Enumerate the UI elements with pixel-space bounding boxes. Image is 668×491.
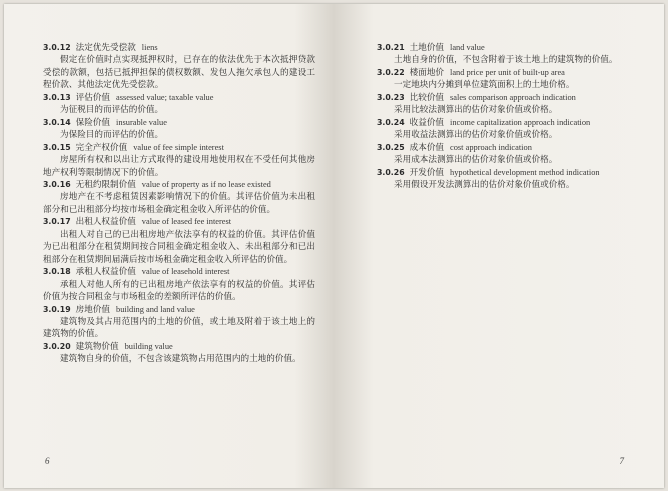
clause-number: 3.0.18 [43,267,71,277]
term-chinese: 无租约限制价值 [75,179,136,190]
term-entry [43,42,315,92]
term-definition: 一定地块内分摊到单位建筑面积上的土地价格。 [394,80,575,91]
term-heading [43,216,315,228]
term-chinese: 土地价值 [409,43,445,53]
term-definition: 房地产在不考虑租赁因素影响情况下的价值。其评估价值为未出租部分和已出租部分均按市场租金确定租金收入所评估的价值。 [43,192,315,215]
term-english: hypothetical development method indication [450,167,600,177]
term-english: sales comparison approach indication [450,92,576,102]
term-entry [43,266,315,303]
term-heading [43,92,315,104]
term-definition: 采用成本法测算出的估价对象价值或价格。 [394,155,558,166]
term-english: value of leased fee interest [141,217,232,227]
term-english: value of property as if no lease existed [141,179,271,189]
term-chinese: 楼面地价 [409,67,445,78]
term-heading [43,42,315,54]
term-english: value of leasehold interest [141,267,230,277]
term-entry [43,92,315,117]
term-english: building value [124,341,173,351]
term-definition: 出租人对自己的已出租房地产依法享有的权益的价值。其评估价值为已出租部分在租赁期间按合同租金确定租金收入、未出租部分和已出租部分在租赁期间届满后按市场租金确定租金收入所评估的价值。 [43,229,315,265]
term-english: land price per unit of built-up area [450,67,565,77]
term-heading [377,167,649,179]
term-chinese: 承租人权益价值 [75,267,136,278]
term-heading [43,304,315,316]
term-entry [43,216,315,266]
term-entry [43,142,315,179]
term-definition: 土地自身的价值，不包含附着于该土地上的建筑物的价值。 [394,55,618,66]
page-number: 7 [619,456,624,466]
term-heading [377,42,649,54]
term-chinese: 完全产权价值 [75,142,128,153]
term-chinese: 评估价值 [75,92,111,103]
page-number: 6 [45,456,50,466]
term-heading [43,142,315,154]
term-english: building and land value [116,304,195,314]
term-entry [377,92,649,117]
term-chinese: 房地价值 [75,304,111,315]
term-heading [377,92,649,104]
term-entry [377,142,649,167]
term-entry [377,167,649,192]
term-definition: 承租人对他人所有的已出租房地产依法享有的权益的价值。其评估价值为按合同租金与市场租金的差额所评估的价值。 [43,279,315,303]
term-chinese: 收益价值 [409,117,445,128]
clause-number: 3.0.12 [43,43,71,52]
term-english: income capitalization approach indication [450,117,591,127]
clause-number: 3.0.20 [43,341,71,351]
clause-number: 3.0.23 [377,92,405,102]
clause-number: 3.0.25 [377,142,405,152]
term-entry [377,67,649,92]
term-entry [43,179,315,216]
right-page [334,4,664,488]
term-definition: 采用比较法测算出的估价对象价值或价格。 [394,105,558,116]
term-definition: 建筑物自身的价值，不包含该建筑物占用范围内的土地的价值。 [60,354,301,365]
term-entry [43,304,315,341]
clause-number: 3.0.15 [43,142,71,152]
term-definition: 建筑物及其占用范围内的土地的价值，或土地及附着于该土地上的建筑物的价值。 [43,316,315,340]
term-entry [43,117,315,142]
clause-number: 3.0.13 [43,92,71,102]
clause-number: 3.0.16 [43,179,71,189]
term-definition: 为征税目的而评估的价值。 [60,105,164,116]
term-english: cost approach indication [450,142,532,152]
clause-number: 3.0.24 [377,117,405,127]
term-english: insurable value [116,117,167,127]
term-english: land value [450,43,485,52]
term-english: assessed value; taxable value [116,92,214,102]
term-definition: 房屋所有权和以出让方式取得的建设用地使用权在不受任何其他房地产权利等限制情况下的价值。 [43,155,315,178]
clause-number: 3.0.17 [43,217,71,227]
clause-number: 3.0.22 [377,67,405,77]
term-chinese: 成本价值 [409,142,445,153]
term-heading [43,266,315,278]
term-heading [43,179,315,191]
term-english: value of fee simple interest [133,142,224,152]
term-definition: 为保险目的而评估的价值。 [60,130,164,141]
term-chinese: 法定优先受偿款 [75,43,136,53]
right-page-text [377,42,649,191]
term-heading [377,142,649,154]
term-english: liens [141,43,158,52]
clause-number: 3.0.26 [377,167,405,177]
term-entry [377,42,649,67]
term-definition: 采用收益法测算出的估价对象价值或价格。 [394,130,558,141]
term-heading [377,117,649,129]
term-chinese: 出租人权益价值 [75,217,136,228]
clause-number: 3.0.21 [377,43,405,52]
clause-number: 3.0.19 [43,304,71,314]
term-entry [43,341,315,366]
term-heading [377,67,649,79]
clause-number: 3.0.14 [43,117,71,127]
term-chinese: 开发价值 [409,167,445,178]
left-page [4,4,334,488]
term-chinese: 建筑物价值 [75,341,119,352]
term-definition: 采用假设开发法测算出的估价对象价值或价格。 [394,179,575,190]
term-entry [377,117,649,142]
term-chinese: 比较价值 [409,92,445,103]
term-heading [43,117,315,129]
term-heading [43,341,315,353]
book-spread [4,4,664,488]
left-page-text [43,42,315,366]
term-chinese: 保险价值 [75,117,111,128]
term-definition: 假定在价值时点实现抵押权时，已存在的依法优先于本次抵押贷款受偿的款额，包括已抵押担保的债权数额、发包人拖欠承包人的建设工程价款、其他法定优先受偿款。 [43,55,315,91]
